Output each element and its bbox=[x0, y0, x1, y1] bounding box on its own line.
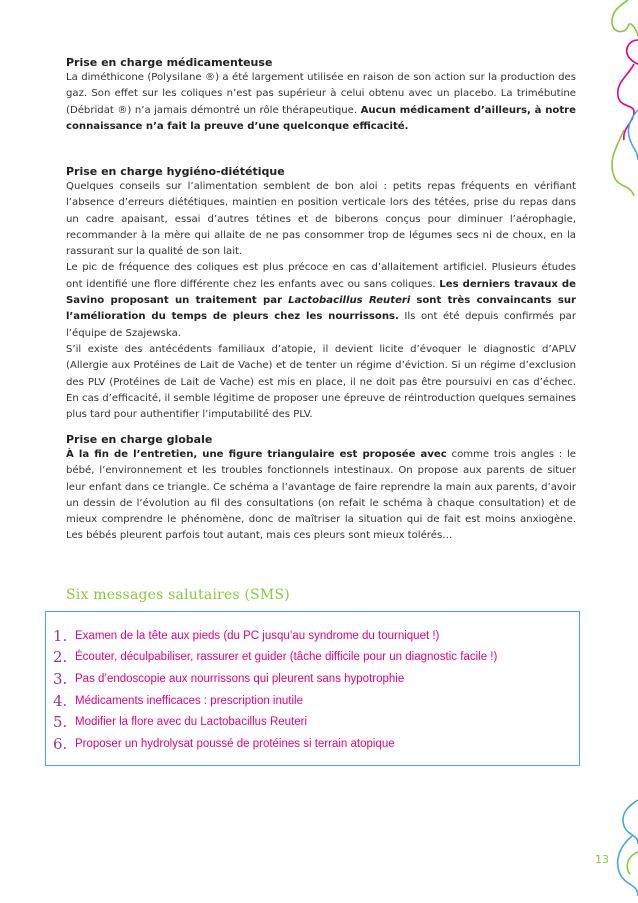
list-text: Pas d’endoscopie aux nourrissons qui pleurent sans hypotrophie bbox=[75, 672, 405, 685]
list-text: Médicaments inefficaces : prescription inutile bbox=[75, 694, 303, 707]
list-text: Modifier la flore avec du Lactobacillus Reuteri bbox=[75, 716, 308, 729]
paragraph bbox=[66, 260, 576, 341]
paragraph bbox=[66, 447, 576, 545]
sms-list bbox=[53, 625, 497, 755]
paragraph-bold-text: sont très convaincants sur l’amélioration du temps de pleurs chez les nourrissons. bbox=[66, 295, 576, 323]
page-number: 13 bbox=[595, 853, 609, 866]
paragraph-text: Ils ont été depuis confirmés par l’équipe de Szajewska. bbox=[66, 311, 576, 339]
section-hygieno-dietetique bbox=[66, 164, 576, 423]
list-number: 2. bbox=[53, 648, 68, 667]
paragraph: Quelques conseils sur l’alimentation semblent de bon aloi : petits repas fréquents en vérifiant l’absence d’erreurs diététiques, maintien en position verticale lors des tétées, prise du repas dans un cadre apaisant, essai d’autres tétines et de biberons conçus pour diminuer l’aérophagie, recommander à la mère qui allaite de ne pas consommer trop de légumes secs ni de choux, en la rassurant sur la qualité de son lait. bbox=[66, 181, 576, 258]
list-text: Examen de la tête aux pieds (du PC jusqu’au syndrome du tourniquet !) bbox=[75, 629, 440, 642]
list-number: 6. bbox=[53, 734, 68, 753]
list-item bbox=[53, 668, 497, 690]
list-number: 1. bbox=[53, 626, 68, 645]
list-item bbox=[53, 690, 497, 712]
list-item bbox=[53, 647, 497, 669]
paragraph-italic-text: Lactobacillus Reuteri bbox=[288, 295, 411, 307]
section-medicamenteuse bbox=[66, 55, 576, 135]
paragraph-text: comme trois angles : le bébé, l’environnement et les troubles fonctionnels intestinaux. On propose aux parents de situer leur enfant dans ce triangle. Ce schéma a l’avantage de faire reprendre la main aux parents, d’avoir un dessin de l’évolution au fil des consultations (on refait le schéma à chaque consultation) et de mieux comprendre le phénomène, donc de maîtriser la situation qui de fait est moins anxiogène. Les bébés pleurent parfois tout autant, mais ces pleurs sont mieux tolérés… bbox=[66, 449, 576, 542]
paragraph-text: Le pic de fréquence des coliques est plus précoce en cas d’allaitement artificiel. Plusieurs études ont identifié une flore différente chez les enfants avec ou sans coliques. bbox=[66, 262, 576, 290]
list-number: 3. bbox=[53, 669, 68, 688]
list-item bbox=[53, 733, 497, 755]
section-title: Prise en charge globale bbox=[66, 433, 213, 446]
paragraph-bold-text: À la fin de l’entretien, une figure triangulaire est proposée avec bbox=[66, 449, 447, 460]
list-number: 5. bbox=[53, 713, 68, 732]
paragraph-bold-text: Les derniers travaux de Savino proposant un traitement par bbox=[66, 278, 576, 307]
section-title: Prise en charge hygiéno-diététique bbox=[66, 165, 285, 178]
paragraph-bold-text: Aucun médicament d’ailleurs, à notre connaissance n’a fait la preuve d’une quelconque efficacité. bbox=[66, 104, 577, 132]
sms-title: Six messages salutaires (SMS) bbox=[66, 587, 290, 603]
list-item bbox=[53, 711, 497, 733]
list-text: Proposer un hydrolysat poussé de protéines si terrain atopique bbox=[75, 737, 395, 750]
section-title: Prise en charge médicamenteuse bbox=[66, 56, 273, 69]
list-item bbox=[53, 625, 497, 647]
list-text: Écouter, déculpabiliser, rassurer et guider (tâche difficile pour un diagnostic facile !) bbox=[75, 651, 498, 664]
list-number: 4. bbox=[53, 691, 68, 710]
section-globale bbox=[66, 432, 576, 545]
paragraph: S’il existe des antécédents familiaux d’atopie, il devient licite d’évoquer le diagnostic d’APLV (Allergie aux Protéines de Lait de Vache) et de tenter un régime d’éviction. Si un régime d’exclusion des PLV (Protéines de Lait de Vache) est mis en place, il ne doit pas être poursuivi en cas d’échec. En cas d’efficacité, il semble légitime de proposer une épreuve de réintroduction quelques semaines plus tard pour authentifier l’imputabilité des PLV. bbox=[66, 343, 576, 421]
paragraph-text: La diméthicone (Polysilane ®) a été largement utilisée en raison de son action sur la production des gaz. Son effet sur les coliques n’est pas supérieur à celui obtenu avec un placebo. La trimébutine (Débridat ®) n’a jamais démontré un rôle thérapeutique. bbox=[66, 72, 576, 116]
paragraph bbox=[66, 70, 576, 135]
sms-box bbox=[45, 611, 580, 766]
